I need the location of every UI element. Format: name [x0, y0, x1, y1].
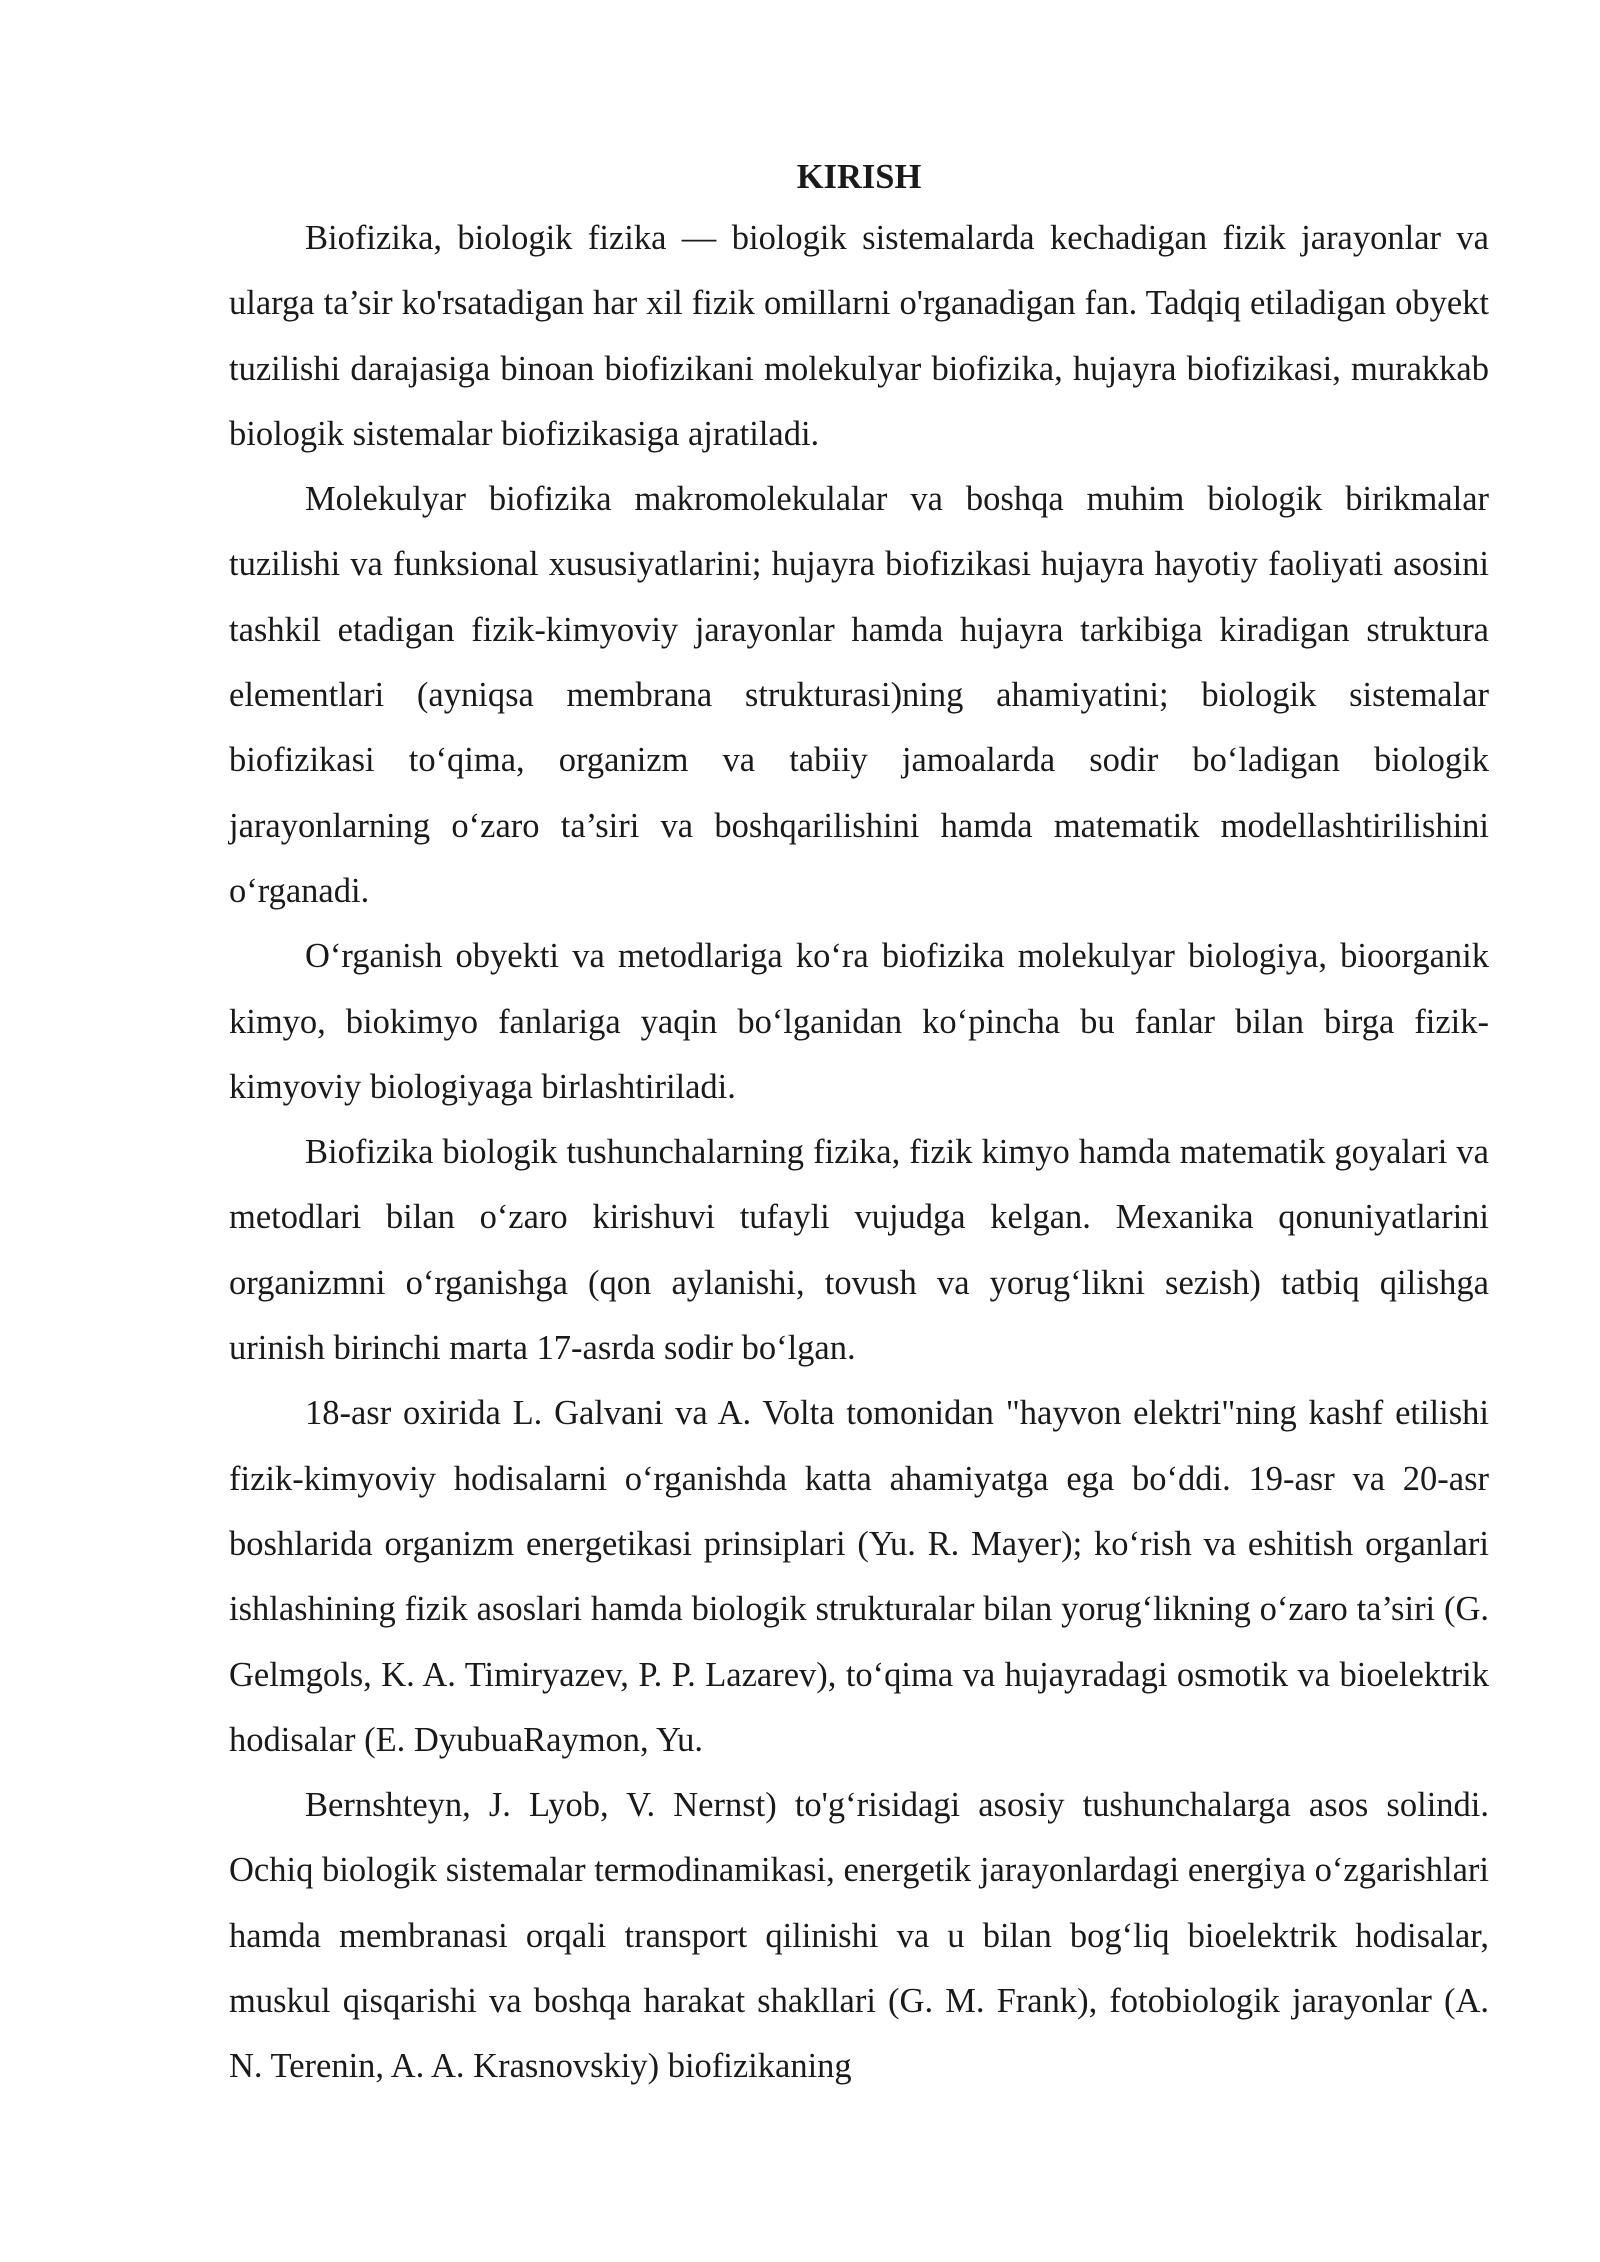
page-title: KIRISH	[796, 158, 922, 196]
paragraph-1: Biofizika, biologik fizika — biologik sistemalarda kechadigan fizik jarayonlar va ularga ta’sir ko'rsatadigan har xil fizik omillarni o'rganadigan fan. Tadqiq etiladigan obyekt tuzilishi darajasiga binoan biofizikani molekulyar biofizika, hujayra biofizikasi, murakkab biologik sistemalar biofizikasiga ajratiladi.	[229, 219, 1489, 453]
paragraph-4: Biofizika biologik tushunchalarning fizika, fizik kimyo hamda matematik goyalari va metodlari bilan o‘zaro kirishuvi tufayli vujudga kelgan. Mexanika qonuniyatlarini organizmni o‘rganishga (qon aylanishi, tovush va yorug‘likni sezish) tatbiq qilishga urinish birinchi marta 17-asrda sodir bo‘lgan.	[229, 1133, 1489, 1368]
paragraph-5: 18-asr oxirida L. Galvani va A. Volta tomonidan "hayvon elektri"ning kashf etilishi fizik-kimyoviy hodisalarni o‘rganishda katta ahamiyatga ega bo‘ddi. 19-asr va 20-asr boshlarida organizm energetikasi prinsiplari (Yu. R. Mayer); ko‘rish va eshitish organlari ishlashining fizik asoslari hamda biologik strukturalar bilan yorug‘likning o‘zaro ta’siri (G. Gelmgols, K. A. Timiryazev, P. P. Lazarev), to‘qima va hujayradagi osmotik va bioelektrik hodisalar (E. DyubuaRaymon, Yu.	[229, 1394, 1489, 1759]
paragraph-3: O‘rganish obyekti va metodlariga ko‘ra biofizika molekulyar biologiya, bioorganik kimyo, biokimyo fanlariga yaqin bo‘lganidan ko‘pincha bu fanlar bilan birga fizik-kimyoviy biologiyaga birlashtiriladi.	[229, 937, 1489, 1106]
document-body	[229, 148, 1489, 2100]
paragraph-6: Bernshteyn, J. Lyob, V. Nernst) to'g‘risidagi asosiy tushunchalarga asos solindi. Ochiq biologik sistemalar termodinamikasi, energetik jarayonlardagi energiya o‘zgarishlari hamda membranasi orqali transport qilinishi va u bilan bog‘liq bioelektrik hodisalar, muskul qisqarishi va boshqa harakat shakllari (G. M. Frank), fotobiologik jarayonlar (A. N. Terenin, A. A. Krasnovskiy) biofizikaning	[229, 1786, 1489, 2086]
paragraph-2: Molekulyar biofizika makromolekulalar va boshqa muhim biologik birikmalar tuzilishi va funksional xususiyatlarini; hujayra biofizikasi hujayra hayotiy faoliyati asosini tashkil etadigan fizik-kimyoviy jarayonlar hamda hujayra tarkibiga kiradigan struktura elementlari (ayniqsa membrana strukturasi)ning ahamiyatini; biologik sistemalar biofizikasi to‘qima, organizm va tabiiy jamoalarda sodir bo‘ladigan biologik jarayonlarning o‘zaro ta’siri va boshqarilishini hamda matematik modellashtirilishini o‘rganadi.	[229, 480, 1489, 910]
